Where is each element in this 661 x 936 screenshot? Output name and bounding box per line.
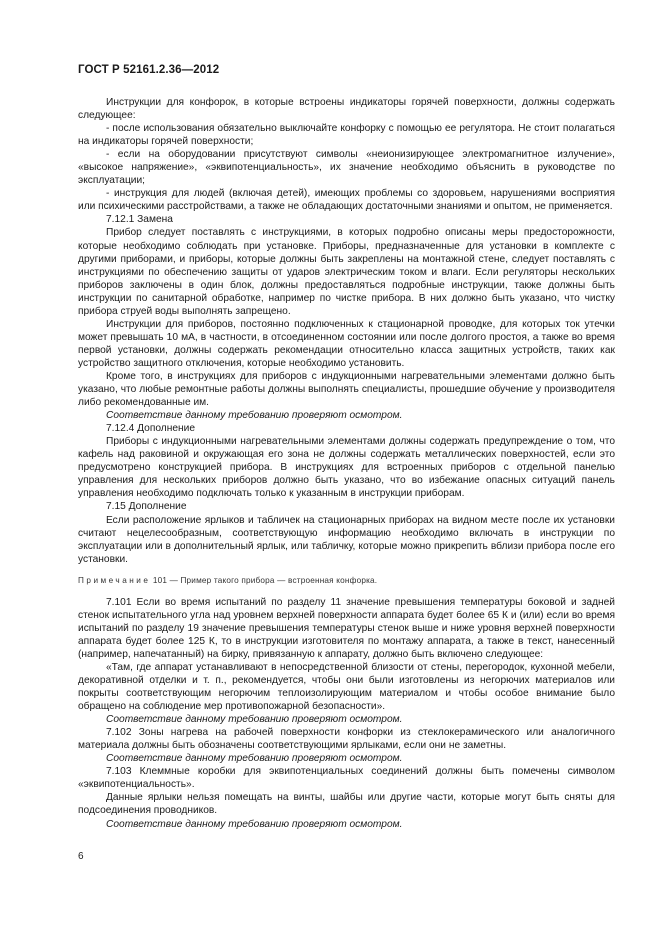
paragraph: 7.101 Если во время испытаний по разделу 11 значение превышения температуры боковой и задней стенок испытательного угла над уровнем верхней поверхности аппарата будет более 65 К и (или) если во время испытаний по разделу 19 значение превышения температуры стенок выше и ниже уровня верхней поверхности аппарата будет более 125 К, то в инструкции изготовителя по монтажу аппарата, а также в текст, нанесенный (например, напечатанный) на бирку, привязанную к аппарату, должно быть включено следующее: bbox=[78, 596, 615, 660]
conformity-statement: Соответствие данному требованию проверяют осмотром. bbox=[106, 410, 403, 422]
section-heading: 7.15 Дополнение bbox=[106, 501, 187, 513]
paragraph: Инструкции для конфорок, в которые встроены индикаторы горячей поверхности, должны содержать следующее: bbox=[78, 97, 615, 122]
section-heading: 7.12.4 Дополнение bbox=[106, 423, 196, 435]
document-body bbox=[78, 96, 615, 831]
page-number: 6 bbox=[78, 851, 84, 862]
quote-paragraph: «Там, где аппарат устанавливают в непосредственной близости от стены, перегородок, кухонной мебели, декоративной отделки и т. п., рекомендуется, чтобы они были изготовлены из негорючих материалов или покрыты соответствующим негорючим теплоизолирующим материалом и чтобы особое внимание было обращено на соблюдение мер противопожарной безопасности». bbox=[78, 661, 615, 713]
paragraph: Прибор следует поставлять с инструкциями, в которых подробно описаны меры предосторожности, которые необходимо соблюдать при установке. Приборы, предназначенные для установки в комплекте с другими приборами, и приборы, которые должны быть закреплены на монтажной стене, следует поставлять с инструкциями по обеспечению защиты от ударов электрическим током и влаги. Если регуляторы нескольких приборов заключены в один блок, должны предоставляться подробные инструкции, также должны быть инструкции по санитарной обработке, например по чистке прибора. В них должно быть указано, что чистку прибора струей воды выполнять запрещено. bbox=[78, 227, 615, 317]
note-text: 101 — Пример такого прибора — встроенная конфорка. bbox=[152, 575, 378, 585]
paragraph: Кроме того, в инструкциях для приборов с индукционными нагревательными элементами должно быть указано, что любые ремонтные работы должны выполнять специалисты, прошедшие обучение у производителя либо рекомендованные им. bbox=[78, 370, 615, 409]
note-label: Примечание bbox=[78, 575, 151, 585]
list-item: - если на оборудовании присутствуют символы «неионизирующее электромагнитное излучение», «высокое напряжение», «эквипотенциальность», их значение необходимо объяснить в руководстве по эксплуатации; bbox=[78, 149, 615, 187]
conformity-statement: Соответствие данному требованию проверяют осмотром. bbox=[106, 818, 403, 830]
list-item: - после использования обязательно выключайте конфорку с помощью ее регулятора. Не стоит полагаться на индикаторы горячей поверхности; bbox=[78, 123, 615, 148]
paragraph: Если расположение ярлыков и табличек на стационарных приборах на видном месте после их установки считают нецелесообразным, соответствующую информацию необходимо включать в инструкции по эксплуатации или в дополнительный ярлык, или табличку, которые можно прикрепить вблизи прибора после его установки. bbox=[78, 514, 615, 565]
list-item: - инструкция для людей (включая детей), имеющих проблемы со здоровьем, нарушениями восприятия или психическими расстройствами, а также не обладающих достаточными знаниями и опытом, не применяется. bbox=[78, 188, 615, 213]
paragraph: Данные ярлыки нельзя помещать на винты, шайбы или другие части, которые могут быть сняты для подсоединения проводников. bbox=[78, 792, 615, 817]
paragraph: 7.103 Клеммные коробки для эквипотенциальных соединений должны быть помечены символом «эквипотенциальность». bbox=[78, 766, 615, 791]
conformity-statement: Соответствие данному требованию проверяют осмотром. bbox=[106, 714, 403, 726]
paragraph: Приборы с индукционными нагревательными элементами должны содержать предупреждение о том, что кафель над раковиной и окружающая его зона не должны содержать металлических поверхностей, если это предусмотрено конструкцией прибора. В инструкциях для встроенных приборов с отдельной панелью управления для нескольких приборов должно быть указано, что во избежание опасных ситуаций панель управления необходимо подключать только к указанным в инструкции приборам. bbox=[78, 436, 615, 500]
paragraph: Инструкции для приборов, постоянно подключенных к стационарной проводке, для которых ток утечки может превышать 10 мА, в частности, в отсоединенном состоянии или после долгого простоя, а также во время первой установки, должны содержать рекомендации относительно класса защитных устройств, таких как устройство защитного отключения, которые необходимо установить. bbox=[78, 318, 615, 369]
document-header: ГОСТ Р 52161.2.36—2012 bbox=[78, 64, 220, 76]
note bbox=[78, 574, 615, 587]
conformity-statement: Соответствие данному требованию проверяют осмотром. bbox=[106, 753, 403, 765]
section-heading: 7.12.1 Замена bbox=[106, 214, 173, 226]
paragraph: 7.102 Зоны нагрева на рабочей поверхности конфорки из стеклокерамического или аналогичного материала должны быть обозначены соответствующими ярлыками, если они не заметны. bbox=[78, 727, 615, 752]
